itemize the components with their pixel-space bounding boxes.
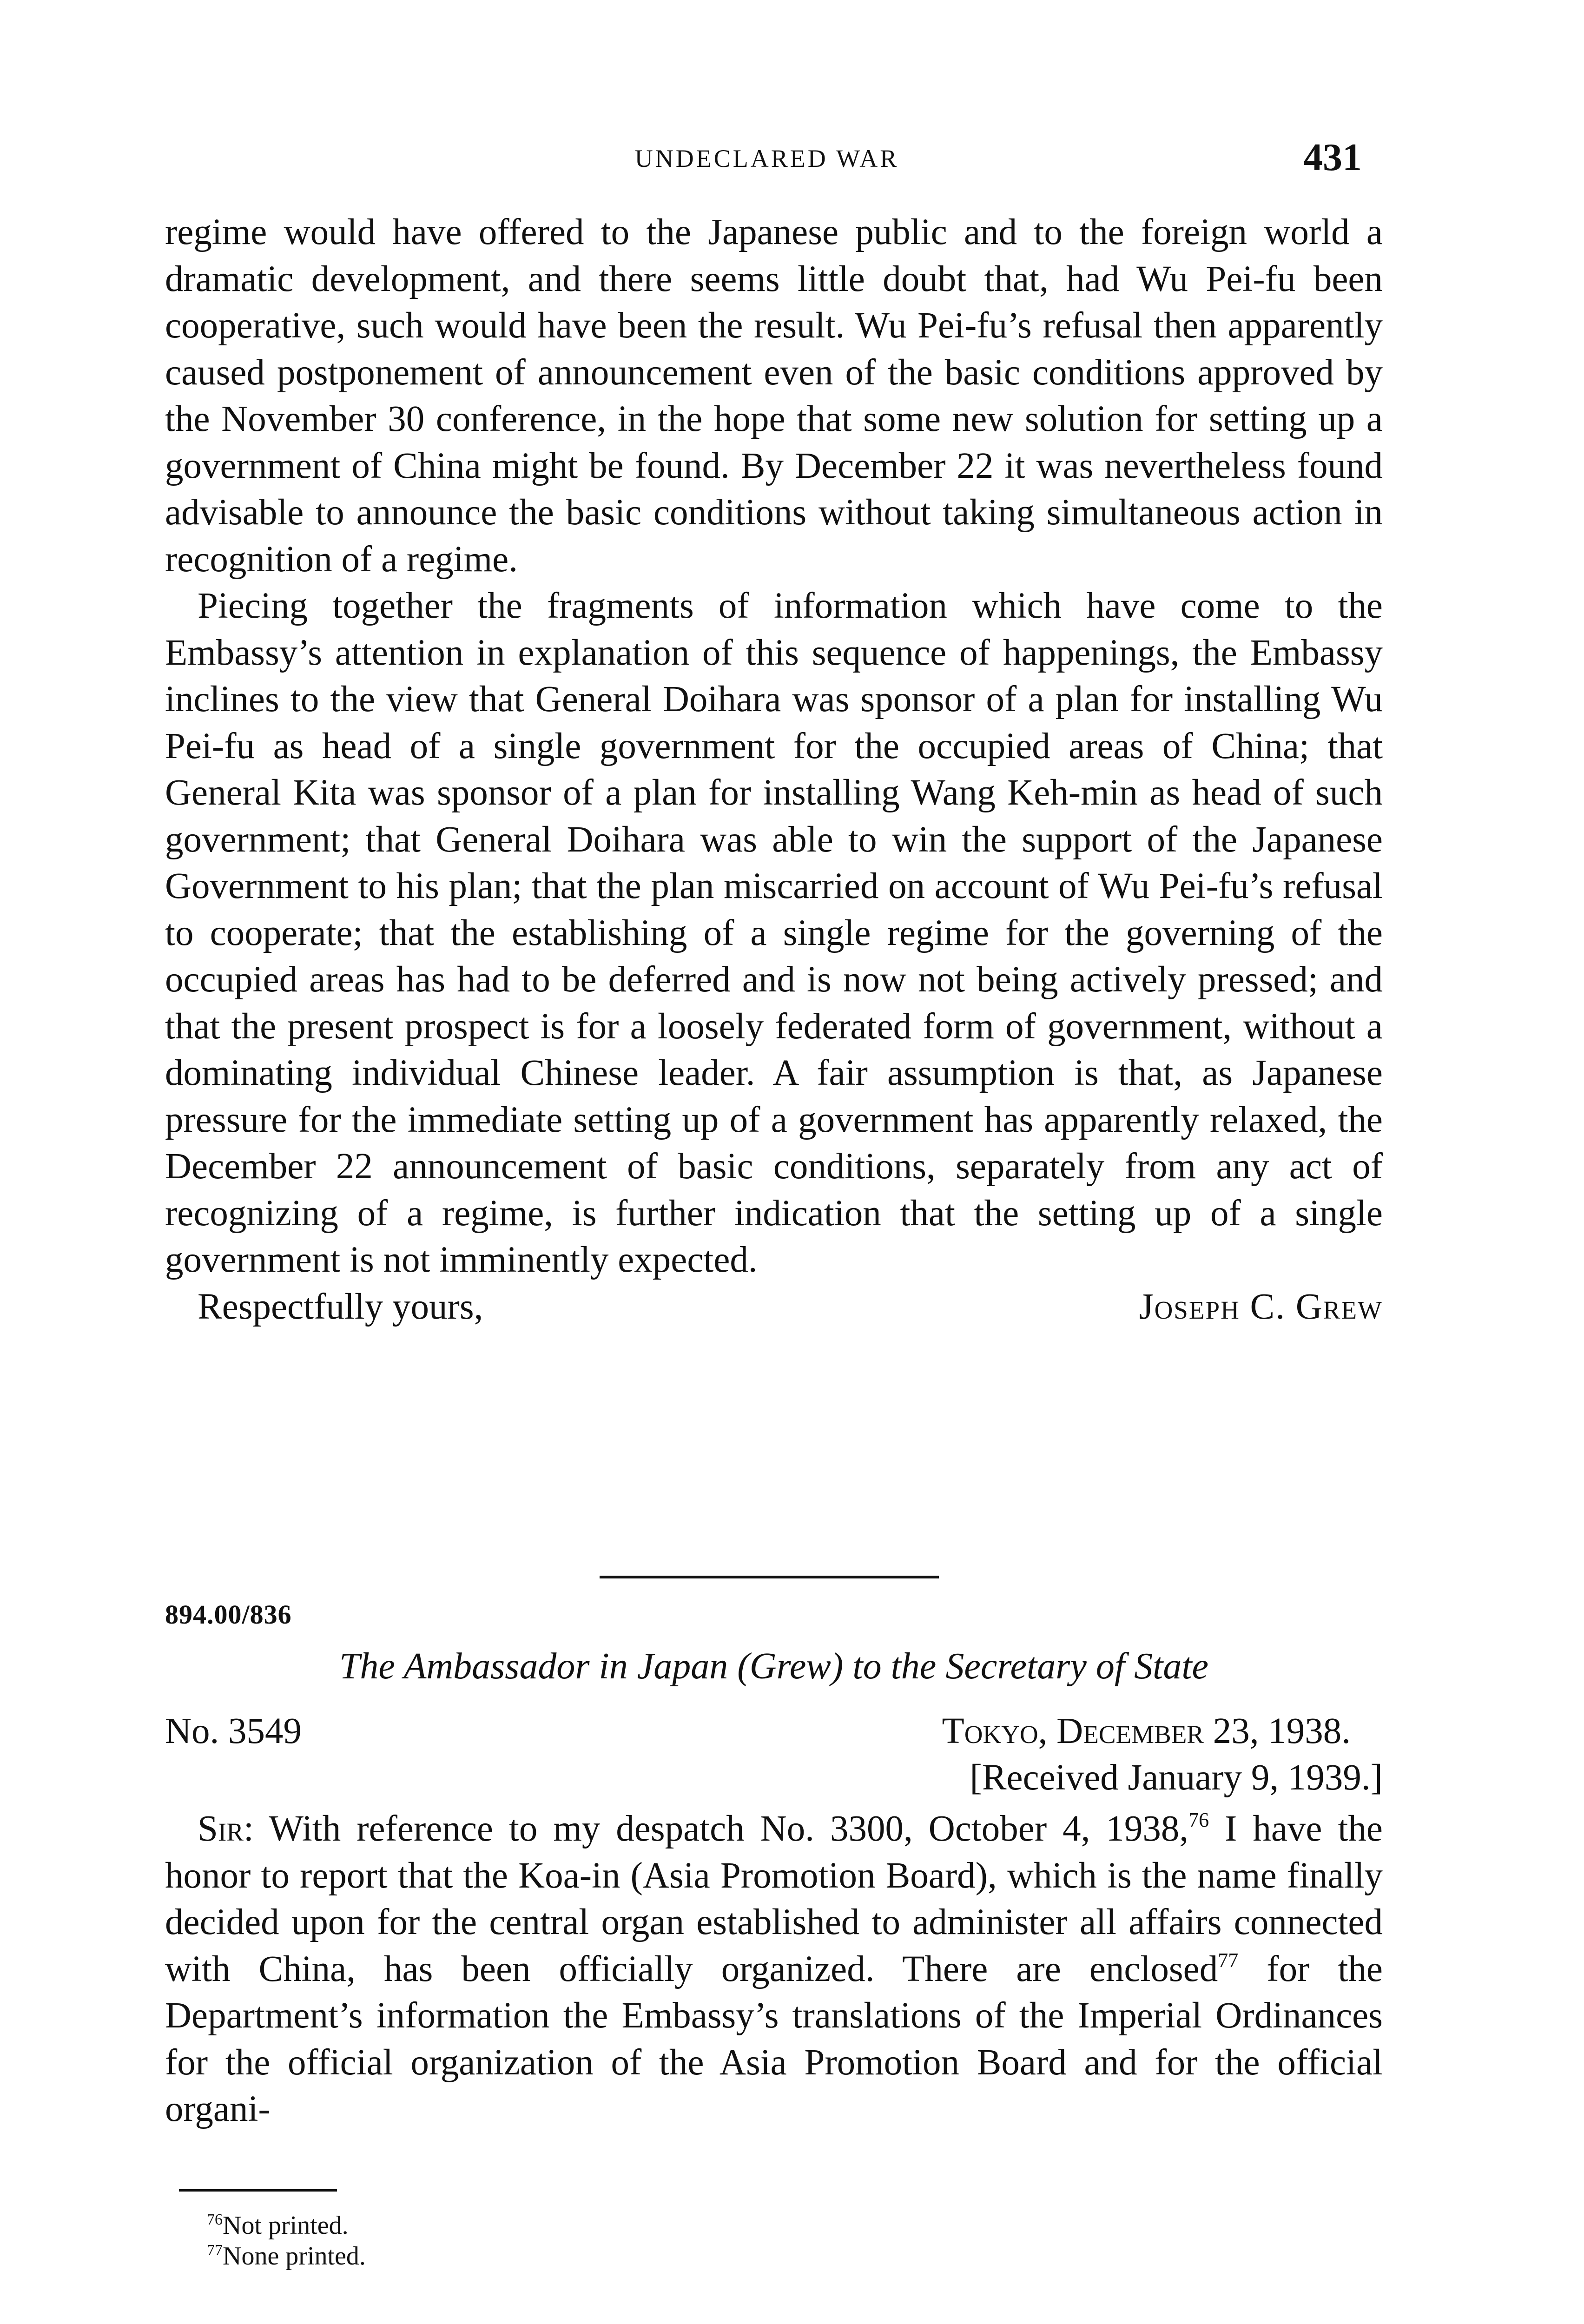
footnote-ref-77: 77 [1218,1948,1239,1972]
letter-body [165,209,1383,1333]
second-document [165,1592,1383,2133]
closing-text: Respectfully yours, [198,1286,483,1327]
footnote-divider [179,2189,337,2192]
paragraph-continuation: regime would have offered to the Japanese public and to the foreign world a dramatic development, and there seems little doubt that, had Wu Pei-fu been cooperative, such would have been the result. Wu Pei-fu’s refusal then apparently caused postponement of announcement even of the basic conditions approved by the November 30 conference, in the hope that some new solution for setting up a government of China might be found. By December 22 it was nevertheless found advisable to announce the basic conditions without taking simultaneous action in recognition of a regime. [165,212,1383,580]
file-number: 894.00/836 [165,1599,292,1630]
footnote-marker: 77 [207,2242,223,2259]
running-head [163,136,1371,195]
place-date: Tokyo, December 23, 1938. [942,1711,1351,1751]
paragraph-despatch [165,1806,1383,2133]
footnote-text: None printed. [223,2242,366,2271]
received-date: [Received January 9, 1939.] [970,1757,1383,1798]
footnote-77 [207,2241,366,2271]
signoff [165,1284,1383,1333]
signature: Joseph C. Grew [1139,1286,1383,1327]
dispatch-number: No. 3549 [165,1711,302,1751]
page-number: 431 [1303,136,1362,179]
dispatch-header [165,1708,1383,1806]
footnote-text: Not printed. [223,2211,349,2240]
running-title: UNDECLARED WAR [634,145,899,172]
despatch-text-2: I have the honor to report that the Koa-in (Asia Promotion Board), which is the name finally decided upon for the central organ established to administer all affairs connected with China, has been officially organized. There are enclosed [165,1809,1383,1989]
despatch-text-1: : With reference to my despatch No. 3300, October 4, 1938, [243,1809,1189,1849]
document-heading: The Ambassador in Japan (Grew) to the Secretary of State [339,1646,1209,1687]
section-divider [600,1576,939,1578]
salutation: Sir [198,1809,244,1849]
footnote-ref-76: 76 [1188,1809,1209,1831]
footnotes [207,2210,366,2271]
footnote-76 [207,2210,366,2241]
footnote-marker: 76 [207,2211,223,2228]
dispatch-place-date [942,1708,1383,1801]
despatch-text-3: for the Department’s information the Embassy’s translations of the Imperial Ordinances for the official organization of the Asia Promotion Board and for the official organi- [165,1948,1383,2129]
paragraph-analysis: Piecing together the fragments of information which have come to the Embassy’s attention in explanation of this sequence of happenings, the Embassy inclines to the view that General Doihara was sponsor of a plan for installing Wu Pei-fu as head of a single government for the occupied areas of China; that General Kita was sponsor of a plan for installing Wang Keh-min as head of such government; that General Doihara was able to win the support of the Japanese Government to his plan; that the plan miscarried on account of Wu Pei-fu’s refusal to cooperate; that the establishing of a single regime for the governing of the occupied areas has had to be deferred and is now not being actively pressed; and that the present prospect is for a loosely federated form of government, without a dominating individual Chinese leader. A fair assumption is that, as Japanese pressure for the immediate setting up of a government has apparently relaxed, the December 22 announcement of basic conditions, separately from any act of recognizing of a regime, is further indication that the setting up of a single government is not imminently expected. [165,586,1383,1280]
